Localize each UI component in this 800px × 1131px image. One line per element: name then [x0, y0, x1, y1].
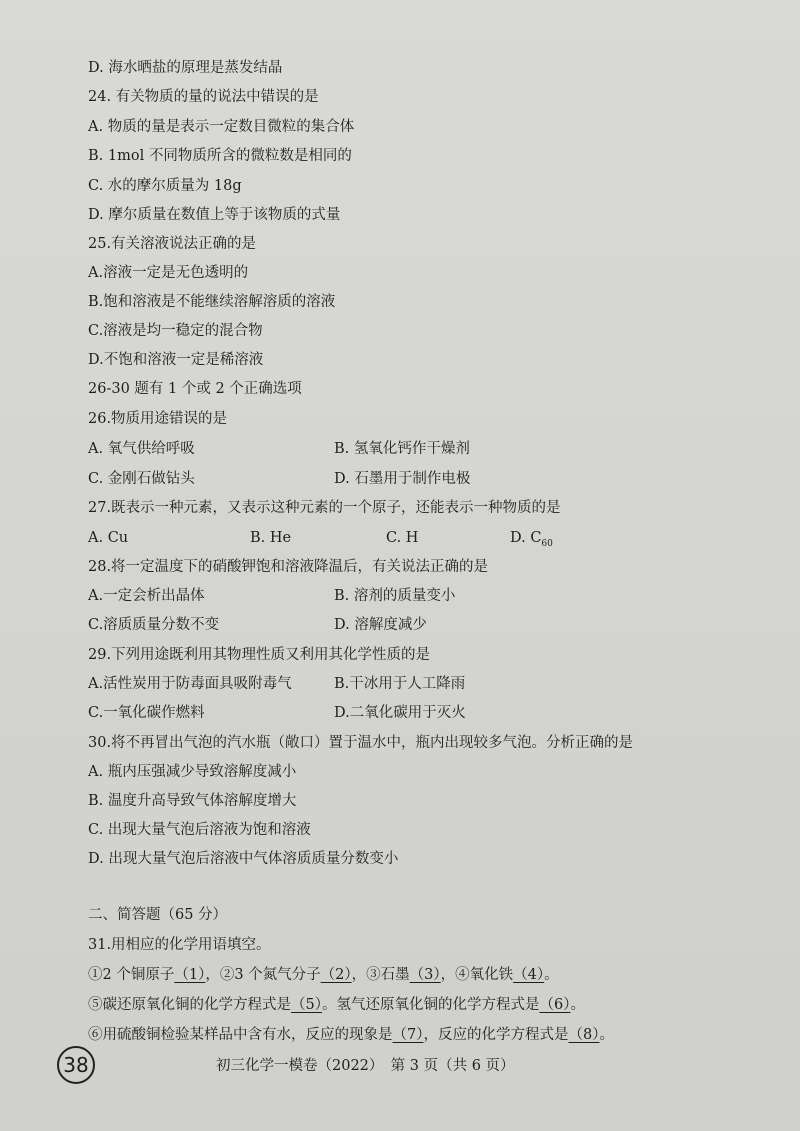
q27-option-b: B. He	[250, 530, 292, 546]
q29-row-1	[88, 674, 466, 694]
q31-line-3	[88, 1025, 614, 1045]
q26-row-1	[88, 439, 470, 459]
q31-text: 。氢气还原氧化铜的化学方程式是	[321, 997, 540, 1013]
q26-option-c: C. 金刚石做钻头	[88, 471, 195, 487]
footer-text: 初三化学一模卷（2022） 第 3 页（共 6 页）	[216, 1058, 515, 1074]
q26-option-a: A. 氧气供给呼吸	[88, 441, 195, 457]
q31-stem: 31.用相应的化学用语填空。	[88, 937, 271, 953]
q31-text: 。	[599, 1027, 614, 1043]
q27-row	[88, 528, 553, 549]
q31-text: ，②3 个氮气分子	[205, 967, 321, 983]
page-badge: 38	[57, 1046, 95, 1084]
q31-text: 。	[544, 967, 559, 983]
q26-option-b: B. 氢氧化钙作干燥剂	[334, 441, 470, 457]
q30-option-c: C. 出现大量气泡后溶液为饱和溶液	[88, 822, 311, 838]
q31-text: ，④氧化铁	[440, 967, 514, 983]
blank-8: （8）	[568, 1027, 600, 1043]
q27-option-d-symbol: D. C	[510, 530, 542, 546]
q31-line-1	[88, 965, 559, 985]
q24-stem: 24. 有关物质的量的说法中错误的是	[88, 89, 319, 105]
q29-option-d: D.二氧化碳用于灭火	[334, 705, 466, 721]
q24-option-b: B. 1mol 不同物质所含的微粒数是相同的	[88, 148, 352, 164]
q27-option-c: C. H	[386, 530, 419, 546]
blank-6: （6）	[539, 997, 571, 1013]
q31-text: 。	[570, 997, 585, 1013]
q31-text: ⑥用硫酸铜检验某样品中含有水，反应的现象是	[88, 1027, 393, 1043]
blank-7: （7）	[392, 1027, 424, 1043]
q31-text: ⑤碳还原氧化铜的化学方程式是	[88, 997, 291, 1013]
q28-row-1	[88, 586, 456, 606]
q25-option-d: D.不饱和溶液一定是稀溶液	[88, 352, 264, 368]
q30-option-a: A. 瓶内压强减少导致溶解度减小	[88, 764, 297, 780]
q30-option-b: B. 温度升高导致气体溶解度增大	[88, 793, 297, 809]
q27-stem: 27.既表示一种元素，又表示这种元素的一个原子，还能表示一种物质的是	[88, 500, 561, 516]
q25-stem: 25.有关溶液说法正确的是	[88, 236, 257, 252]
q31-text: ，反应的化学方程式是	[423, 1027, 569, 1043]
q29-option-b: B.干冰用于人工降雨	[334, 676, 466, 692]
q28-row-2	[88, 615, 427, 635]
q28-option-d: D. 溶解度减少	[334, 617, 427, 633]
q31-text: ，③石墨	[351, 967, 410, 983]
q24-option-c: C. 水的摩尔质量为 18g	[88, 178, 242, 194]
q29-option-a: A.活性炭用于防毒面具吸附毒气	[88, 676, 292, 692]
blank-2: （2）	[320, 967, 352, 983]
section-2-heading: 二、简答题（65 分）	[88, 907, 228, 923]
q30-stem: 30.将不再冒出气泡的汽水瓶（敞口）置于温水中，瓶内出现较多气泡。分析正确的是	[88, 735, 634, 751]
q28-option-b: B. 溶剂的质量变小	[334, 588, 456, 604]
blank-5: （5）	[291, 997, 322, 1013]
q27-option-d-subscript: 60	[541, 538, 553, 549]
q30-option-d: D. 出现大量气泡后溶液中气体溶质质量分数变小	[88, 851, 399, 867]
blank-3: （3）	[409, 967, 441, 983]
q31-text: ①2 个铜原子	[88, 967, 175, 983]
q25-option-c: C.溶液是均一稳定的混合物	[88, 323, 263, 339]
q26-row-2	[88, 469, 471, 489]
q25-option-a: A.溶液一定是无色透明的	[88, 265, 249, 281]
blank-4: （4）	[513, 967, 545, 983]
q29-option-c: C.一氧化碳作燃料	[88, 705, 205, 721]
q31-line-2	[88, 995, 585, 1015]
q27-option-d	[510, 528, 553, 554]
q28-option-c: C.溶质质量分数不变	[88, 617, 220, 633]
q28-stem: 28.将一定温度下的硝酸钾饱和溶液降温后，有关说法正确的是	[88, 559, 489, 575]
q23-option-d: D. 海水晒盐的原理是蒸发结晶	[88, 60, 283, 76]
q25-option-b: B.饱和溶液是不能继续溶解溶质的溶液	[88, 294, 336, 310]
q28-option-a: A.一定会析出晶体	[88, 588, 205, 604]
q27-option-a: A. Cu	[88, 530, 129, 546]
blank-1: （1）	[174, 967, 206, 983]
q24-option-d: D. 摩尔质量在数值上等于该物质的式量	[88, 207, 341, 223]
q29-row-2	[88, 703, 466, 723]
section-note: 26-30 题有 1 个或 2 个正确选项	[88, 381, 302, 397]
q26-stem: 26.物质用途错误的是	[88, 411, 228, 427]
q26-option-d: D. 石墨用于制作电极	[334, 471, 471, 487]
q24-option-a: A. 物质的量是表示一定数目微粒的集合体	[88, 119, 355, 135]
q29-stem: 29.下列用途既利用其物理性质又利用其化学性质的是	[88, 647, 431, 663]
